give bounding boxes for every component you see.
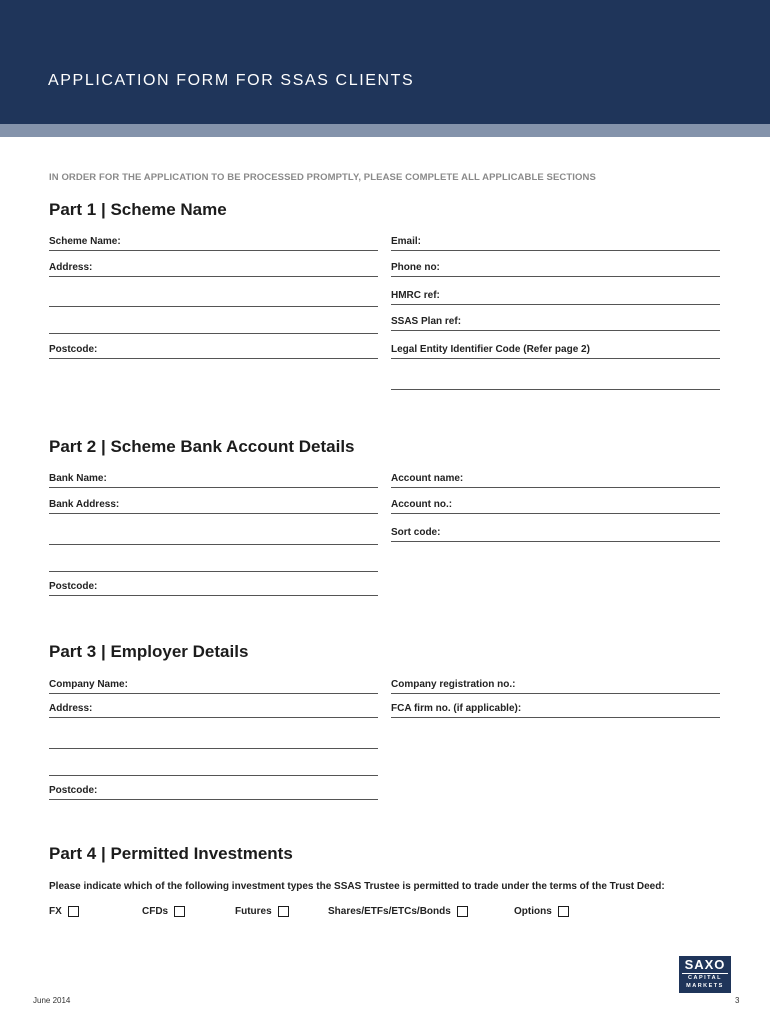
checkbox-options[interactable] — [558, 906, 569, 917]
option-futures[interactable] — [235, 904, 289, 918]
company-reg-field[interactable] — [391, 679, 720, 694]
instruction-text: IN ORDER FOR THE APPLICATION TO BE PROCESSED PROMPTLY, PLEASE COMPLETE ALL APPLICABLE SECTIONS — [49, 172, 596, 183]
lei-code-field-2[interactable] — [391, 375, 720, 390]
account-name-label: Account name: — [391, 473, 464, 484]
saxo-logo — [679, 956, 731, 993]
header-banner — [0, 0, 770, 124]
address-field-1[interactable] — [49, 262, 378, 277]
employer-address-field-2[interactable] — [49, 734, 378, 749]
sort-code-field[interactable] — [391, 527, 720, 542]
employer-address-field-1[interactable] — [49, 703, 378, 718]
bank-postcode-label: Postcode: — [49, 581, 98, 592]
employer-postcode-label: Postcode: — [49, 785, 98, 796]
checkbox-fx[interactable] — [68, 906, 79, 917]
email-field[interactable] — [391, 236, 720, 251]
hmrc-ref-field[interactable] — [391, 290, 720, 305]
fca-firm-field[interactable] — [391, 703, 720, 718]
company-name-field[interactable] — [49, 679, 378, 694]
phone-label: Phone no: — [391, 262, 440, 273]
page-number: 3 — [735, 996, 740, 1005]
postcode-field[interactable] — [49, 344, 378, 359]
company-reg-label: Company registration no.: — [391, 679, 516, 690]
bank-name-label: Bank Name: — [49, 473, 107, 484]
part2-title: Part 2 | Scheme Bank Account Details — [49, 437, 355, 456]
investments-prompt: Please indicate which of the following investment types the SSAS Trustee is permitted to trade under the terms of the Trust Deed: — [49, 881, 665, 892]
company-name-label: Company Name: — [49, 679, 128, 690]
email-label: Email: — [391, 236, 422, 247]
employer-postcode-field[interactable] — [49, 785, 378, 800]
lei-code-label: Legal Entity Identifier Code (Refer page 2) — [391, 344, 590, 355]
logo-line2: CAPITAL — [688, 975, 722, 981]
address-field-2[interactable] — [49, 292, 378, 307]
bank-address-label: Bank Address: — [49, 499, 120, 510]
bank-address-field-3[interactable] — [49, 557, 378, 572]
checkbox-futures[interactable] — [278, 906, 289, 917]
postcode-label: Postcode: — [49, 344, 98, 355]
hmrc-ref-label: HMRC ref: — [391, 290, 440, 301]
option-cfds-label: CFDs — [142, 905, 169, 917]
ssas-plan-ref-field[interactable] — [391, 316, 720, 331]
checkbox-shares[interactable] — [457, 906, 468, 917]
option-fx[interactable] — [49, 904, 79, 918]
checkbox-cfds[interactable] — [174, 906, 185, 917]
option-fx-label: FX — [49, 905, 62, 917]
part1-title: Part 1 | Scheme Name — [49, 200, 227, 219]
address-label: Address: — [49, 262, 93, 273]
option-futures-label: Futures — [235, 905, 272, 917]
bank-name-field[interactable] — [49, 473, 378, 488]
account-no-field[interactable] — [391, 499, 720, 514]
account-no-label: Account no.: — [391, 499, 453, 510]
logo-line3: MARKETS — [686, 983, 724, 989]
logo-line1: SAXO — [682, 956, 728, 974]
bank-postcode-field[interactable] — [49, 581, 378, 596]
sort-code-label: Sort code: — [391, 527, 441, 538]
lei-code-field[interactable] — [391, 344, 720, 359]
part4-title: Part 4 | Permitted Investments — [49, 844, 293, 863]
employer-address-field-3[interactable] — [49, 761, 378, 776]
footer-date: June 2014 — [33, 996, 71, 1005]
bank-address-field-1[interactable] — [49, 499, 378, 514]
address-field-3[interactable] — [49, 319, 378, 334]
option-cfds[interactable] — [142, 904, 185, 918]
employer-address-label: Address: — [49, 703, 93, 714]
phone-field[interactable] — [391, 262, 720, 277]
fca-firm-label: FCA firm no. (if applicable): — [391, 703, 522, 714]
account-name-field[interactable] — [391, 473, 720, 488]
part3-title: Part 3 | Employer Details — [49, 642, 249, 661]
bank-address-field-2[interactable] — [49, 530, 378, 545]
option-shares[interactable] — [328, 904, 468, 918]
option-options[interactable] — [514, 904, 569, 918]
header-strip — [0, 124, 770, 137]
scheme-name-label: Scheme Name: — [49, 236, 121, 247]
option-options-label: Options — [514, 905, 552, 917]
ssas-plan-ref-label: SSAS Plan ref: — [391, 316, 462, 327]
form-title: APPLICATION FORM FOR SSAS CLIENTS — [48, 72, 415, 89]
option-shares-label: Shares/ETFs/ETCs/Bonds — [328, 905, 451, 917]
scheme-name-field[interactable] — [49, 236, 378, 251]
